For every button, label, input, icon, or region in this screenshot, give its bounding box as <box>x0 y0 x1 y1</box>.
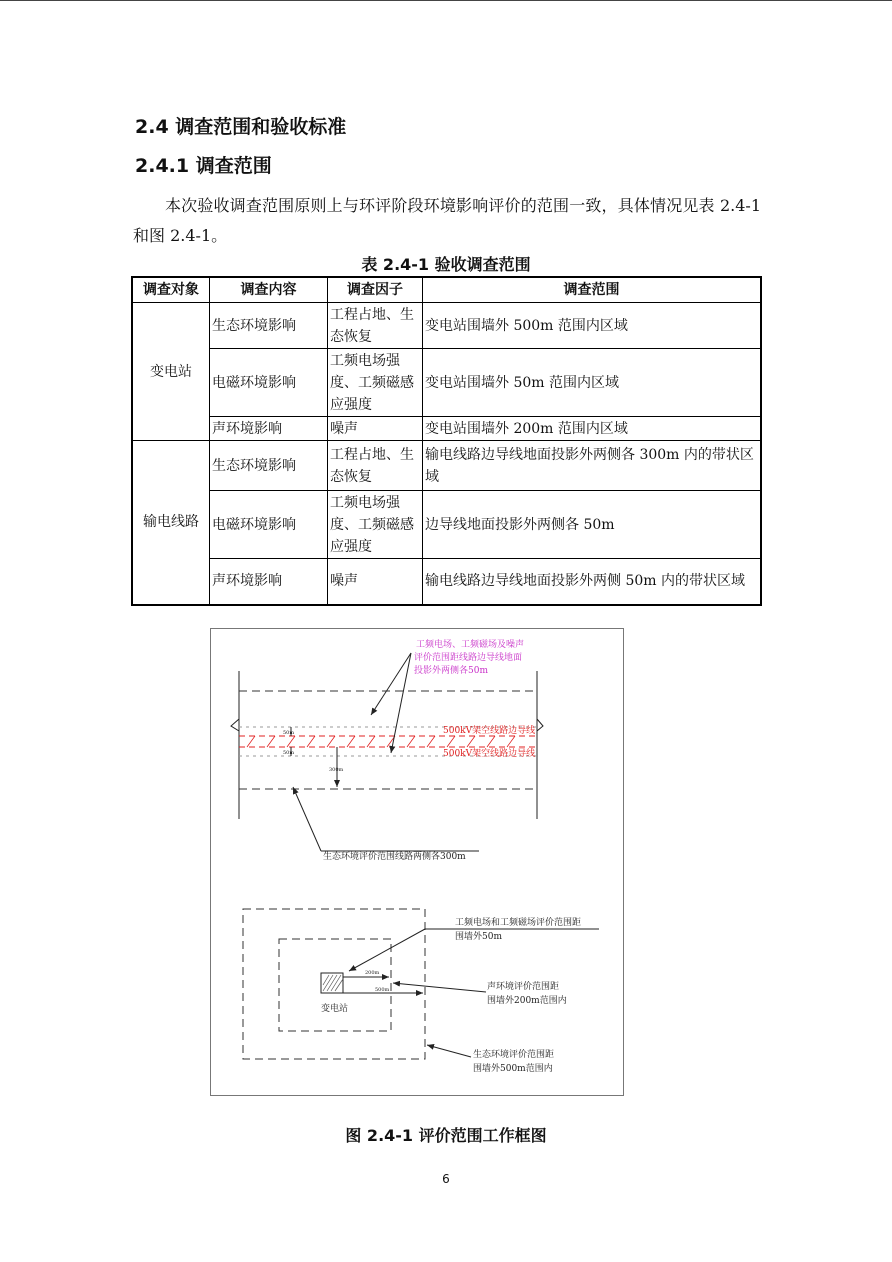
leader-eco-substation <box>427 1045 471 1057</box>
scope-cell: 变电站围墙外 500m 范围内区域 <box>423 303 762 349</box>
table-row <box>132 491 761 559</box>
factor-cell: 工频电场强度、工频磁感应强度 <box>328 349 423 417</box>
noise-label-1: 声环境评价范围距 <box>487 982 560 992</box>
conductor-hatching <box>247 736 515 747</box>
em-label-1: 工频电场和工频磁场评价范围距 <box>455 918 582 928</box>
section-heading: 2.4 调查范围和验收标准 <box>135 116 347 138</box>
table-row <box>132 441 761 491</box>
subsection-heading: 2.4.1 调查范围 <box>135 155 272 177</box>
scope-cell: 输电线路边导线地面投影外两侧各 300m 内的带状区域 <box>423 441 762 491</box>
leader-em-substation <box>349 929 425 971</box>
content-cell: 电磁环境影响 <box>210 491 328 559</box>
content-cell: 电磁环境影响 <box>210 349 328 417</box>
content-cell: 声环境影响 <box>210 417 328 441</box>
leader-eco <box>293 787 321 851</box>
page-number: 6 <box>442 1172 450 1186</box>
survey-scope-table <box>131 276 762 606</box>
page-top-rule <box>0 0 892 1</box>
dim-500m-label: 500m <box>375 987 390 993</box>
header-factor: 调查因子 <box>328 277 423 303</box>
em-label-2: 围墙外50m <box>455 932 502 942</box>
table-row <box>132 559 761 605</box>
table-row <box>132 417 761 441</box>
scope-cell: 边导线地面投影外两侧各 50m <box>423 491 762 559</box>
conductor-top-label: 500kV架空线路边导线 <box>443 726 536 736</box>
table-caption: 表 2.4-1 验收调查范围 <box>361 255 531 274</box>
factor-cell: 噪声 <box>328 417 423 441</box>
factor-cell: 工频电场强度、工频磁感应强度 <box>328 491 423 559</box>
table-row <box>132 303 761 349</box>
assessment-scope-figure <box>210 628 624 1096</box>
eco-sub-label-1: 生态环境评价范围距 <box>473 1050 555 1060</box>
eco-line-label: 生态环境评价范围线路两侧各300m <box>323 852 466 862</box>
dim-200m-label: 200m <box>365 970 380 976</box>
line-label-1: 工频电场、工频磁场及噪声 <box>416 640 525 650</box>
content-cell: 生态环境影响 <box>210 441 328 491</box>
factor-cell: 噪声 <box>328 559 423 605</box>
dim-50-bottom-label: 50m <box>283 750 295 756</box>
header-scope: 调查范围 <box>423 277 762 303</box>
noise-label-2: 围墙外200m范围内 <box>487 996 567 1006</box>
break-mark-right <box>537 719 543 731</box>
conductor-bottom-label: 500kV架空线路边导线 <box>443 749 536 759</box>
figure-caption: 图 2.4-1 评价范围工作框图 <box>345 1126 547 1145</box>
object-cell: 输电线路 <box>132 441 210 605</box>
substation-label: 变电站 <box>321 1004 349 1014</box>
header-content: 调查内容 <box>210 277 328 303</box>
scope-cell: 输电线路边导线地面投影外两侧 50m 内的带状区域 <box>423 559 762 605</box>
content-cell: 声环境影响 <box>210 559 328 605</box>
factor-cell: 工程占地、生态恢复 <box>328 303 423 349</box>
break-mark-left <box>231 719 239 731</box>
line-label-2: 评价范围距线路边导线地面 <box>414 653 523 663</box>
table-header-row <box>132 277 761 303</box>
leader-noise <box>393 983 486 992</box>
line-label-3: 投影外两侧各50m <box>414 666 488 676</box>
table-row <box>132 349 761 417</box>
header-object: 调查对象 <box>132 277 210 303</box>
dim-50-top-label: 50m <box>283 730 295 736</box>
eco-sub-label-2: 围墙外500m范围内 <box>473 1064 553 1074</box>
scope-cell: 变电站围墙外 50m 范围内区域 <box>423 349 762 417</box>
scope-cell: 变电站围墙外 200m 范围内区域 <box>423 417 762 441</box>
factor-cell: 工程占地、生态恢复 <box>328 441 423 491</box>
body-paragraph: 本次验收调查范围原则上与环评阶段环境影响评价的范围一致，具体情况见表 2.4-1 和图 2.4-1。 <box>133 196 761 245</box>
dim-300-label: 300m <box>329 767 344 773</box>
content-cell: 生态环境影响 <box>210 303 328 349</box>
object-cell: 变电站 <box>132 303 210 441</box>
